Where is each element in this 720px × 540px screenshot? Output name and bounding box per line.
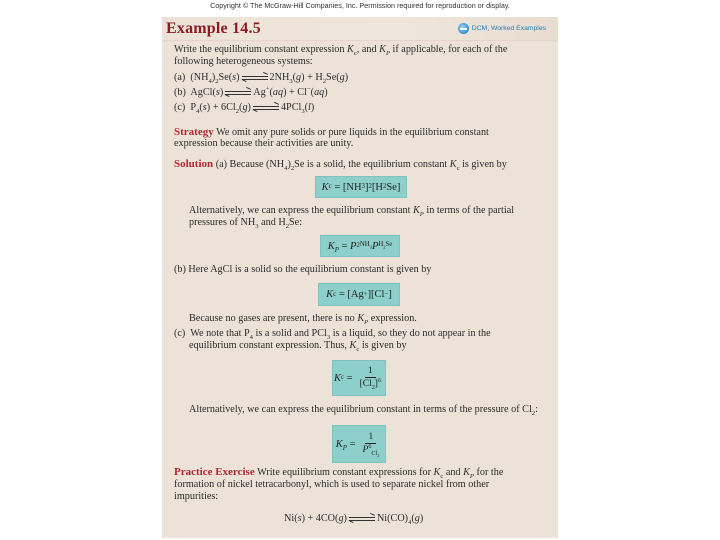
practice-line-1: Practice Exercise Write equilibrium constant expressions for $K_c$ and $K_P$ for the — [174, 466, 504, 481]
solution-a-alt-line-1: Alternatively, we can express the equilibrium constant $K_P$ in terms of the partial — [189, 205, 515, 219]
equation-kc-a: K c = [NH 3 ] 2 [H 2 Se] — [315, 176, 407, 198]
dcm-disc-icon — [458, 23, 469, 34]
practice-label: Practice Exercise — [174, 466, 255, 478]
reaction-c: (c) $P_4(s) + 6Cl_2(g)$ 4PCl$_3$(l) — [174, 102, 315, 116]
equilibrium-arrow-icon — [349, 515, 375, 523]
practice-reaction: Ni(s) + 4CO(g) $Ni(CO)_4(g)$ — [284, 513, 424, 527]
equilibrium-arrow-icon — [242, 74, 268, 82]
solution-c-alt: Alternatively, we can express the equilibrium constant in terms of the pressure of $Cl_2$: — [189, 404, 538, 418]
solution-c-line-2: equilibrium constant expression. Thus, $K_c$ is given by — [189, 340, 407, 354]
copyright-notice: Copyright © The McGraw-Hill Companies, Inc. Permission required for reproduction or display. — [210, 1, 510, 10]
solution-a-alt-line-2: pressures of $NH_3$ and $H_2Se$: — [189, 217, 303, 231]
equilibrium-arrow-icon — [253, 104, 279, 112]
reaction-a: (a) $(NH_4)_2Se(s)$ $2NH_3(g) + H_2Se(g)$ — [174, 72, 349, 86]
strategy-line-1: Strategy We omit any pure solids or pure liquids in the equilibrium constant — [174, 126, 489, 138]
strategy-label: Strategy — [174, 126, 214, 138]
example-title: Example 14.5 — [166, 20, 261, 37]
solution-b-note: Because no gases are present, there is no $K_P$ expression. — [189, 313, 417, 327]
problem-line-1: Write the equilibrium constant expression $K_c$, and $K_P$ if applicable, for each of the — [174, 44, 508, 58]
solution-label: Solution — [174, 158, 214, 170]
equation-kp-a: $K_P$ = P 2 $NH_3$ P $H_2Se$ — [320, 235, 400, 257]
equation-kc-b: K c = [Ag + ][Cl − ] — [318, 283, 400, 306]
dcm-badge-label: DCM, Worked Examples — [471, 25, 546, 32]
equation-kp-c: $K_P$ = $\frac{1}{P^6_{Cl_2}}$ — [332, 425, 386, 463]
example-panel — [162, 17, 558, 538]
strategy-line-2: expression because their activities are unity. — [174, 138, 354, 149]
equilibrium-arrow-icon — [225, 89, 251, 97]
reaction-b: (b) AgCl(s) Ag+(aq) + Cl−(aq) — [174, 85, 328, 98]
solution-c-line-1: (c) We note that $P_4$ is a solid and PCl$_3$ is a liquid, so they do not appear in the — [174, 328, 491, 342]
solution-a-intro: Solution (a) Because $(NH_4)_2Se$ is a solid, the equilibrium constant $K_c$ is given by — [174, 158, 507, 173]
equation-kc-c: K c = $\frac{1}{[Cl_2]^6}$ — [332, 360, 386, 396]
practice-line-2: formation of nickel tetracarbonyl, which is used to separate nickel from other — [174, 479, 490, 490]
problem-line-2: following heterogeneous systems: — [174, 56, 313, 67]
example-header — [162, 17, 558, 41]
dcm-worked-examples-link[interactable] — [458, 23, 546, 34]
practice-line-3: impurities: — [174, 491, 219, 502]
solution-b-intro: (b) Here AgCl is a solid so the equilibrium constant is given by — [174, 264, 432, 275]
